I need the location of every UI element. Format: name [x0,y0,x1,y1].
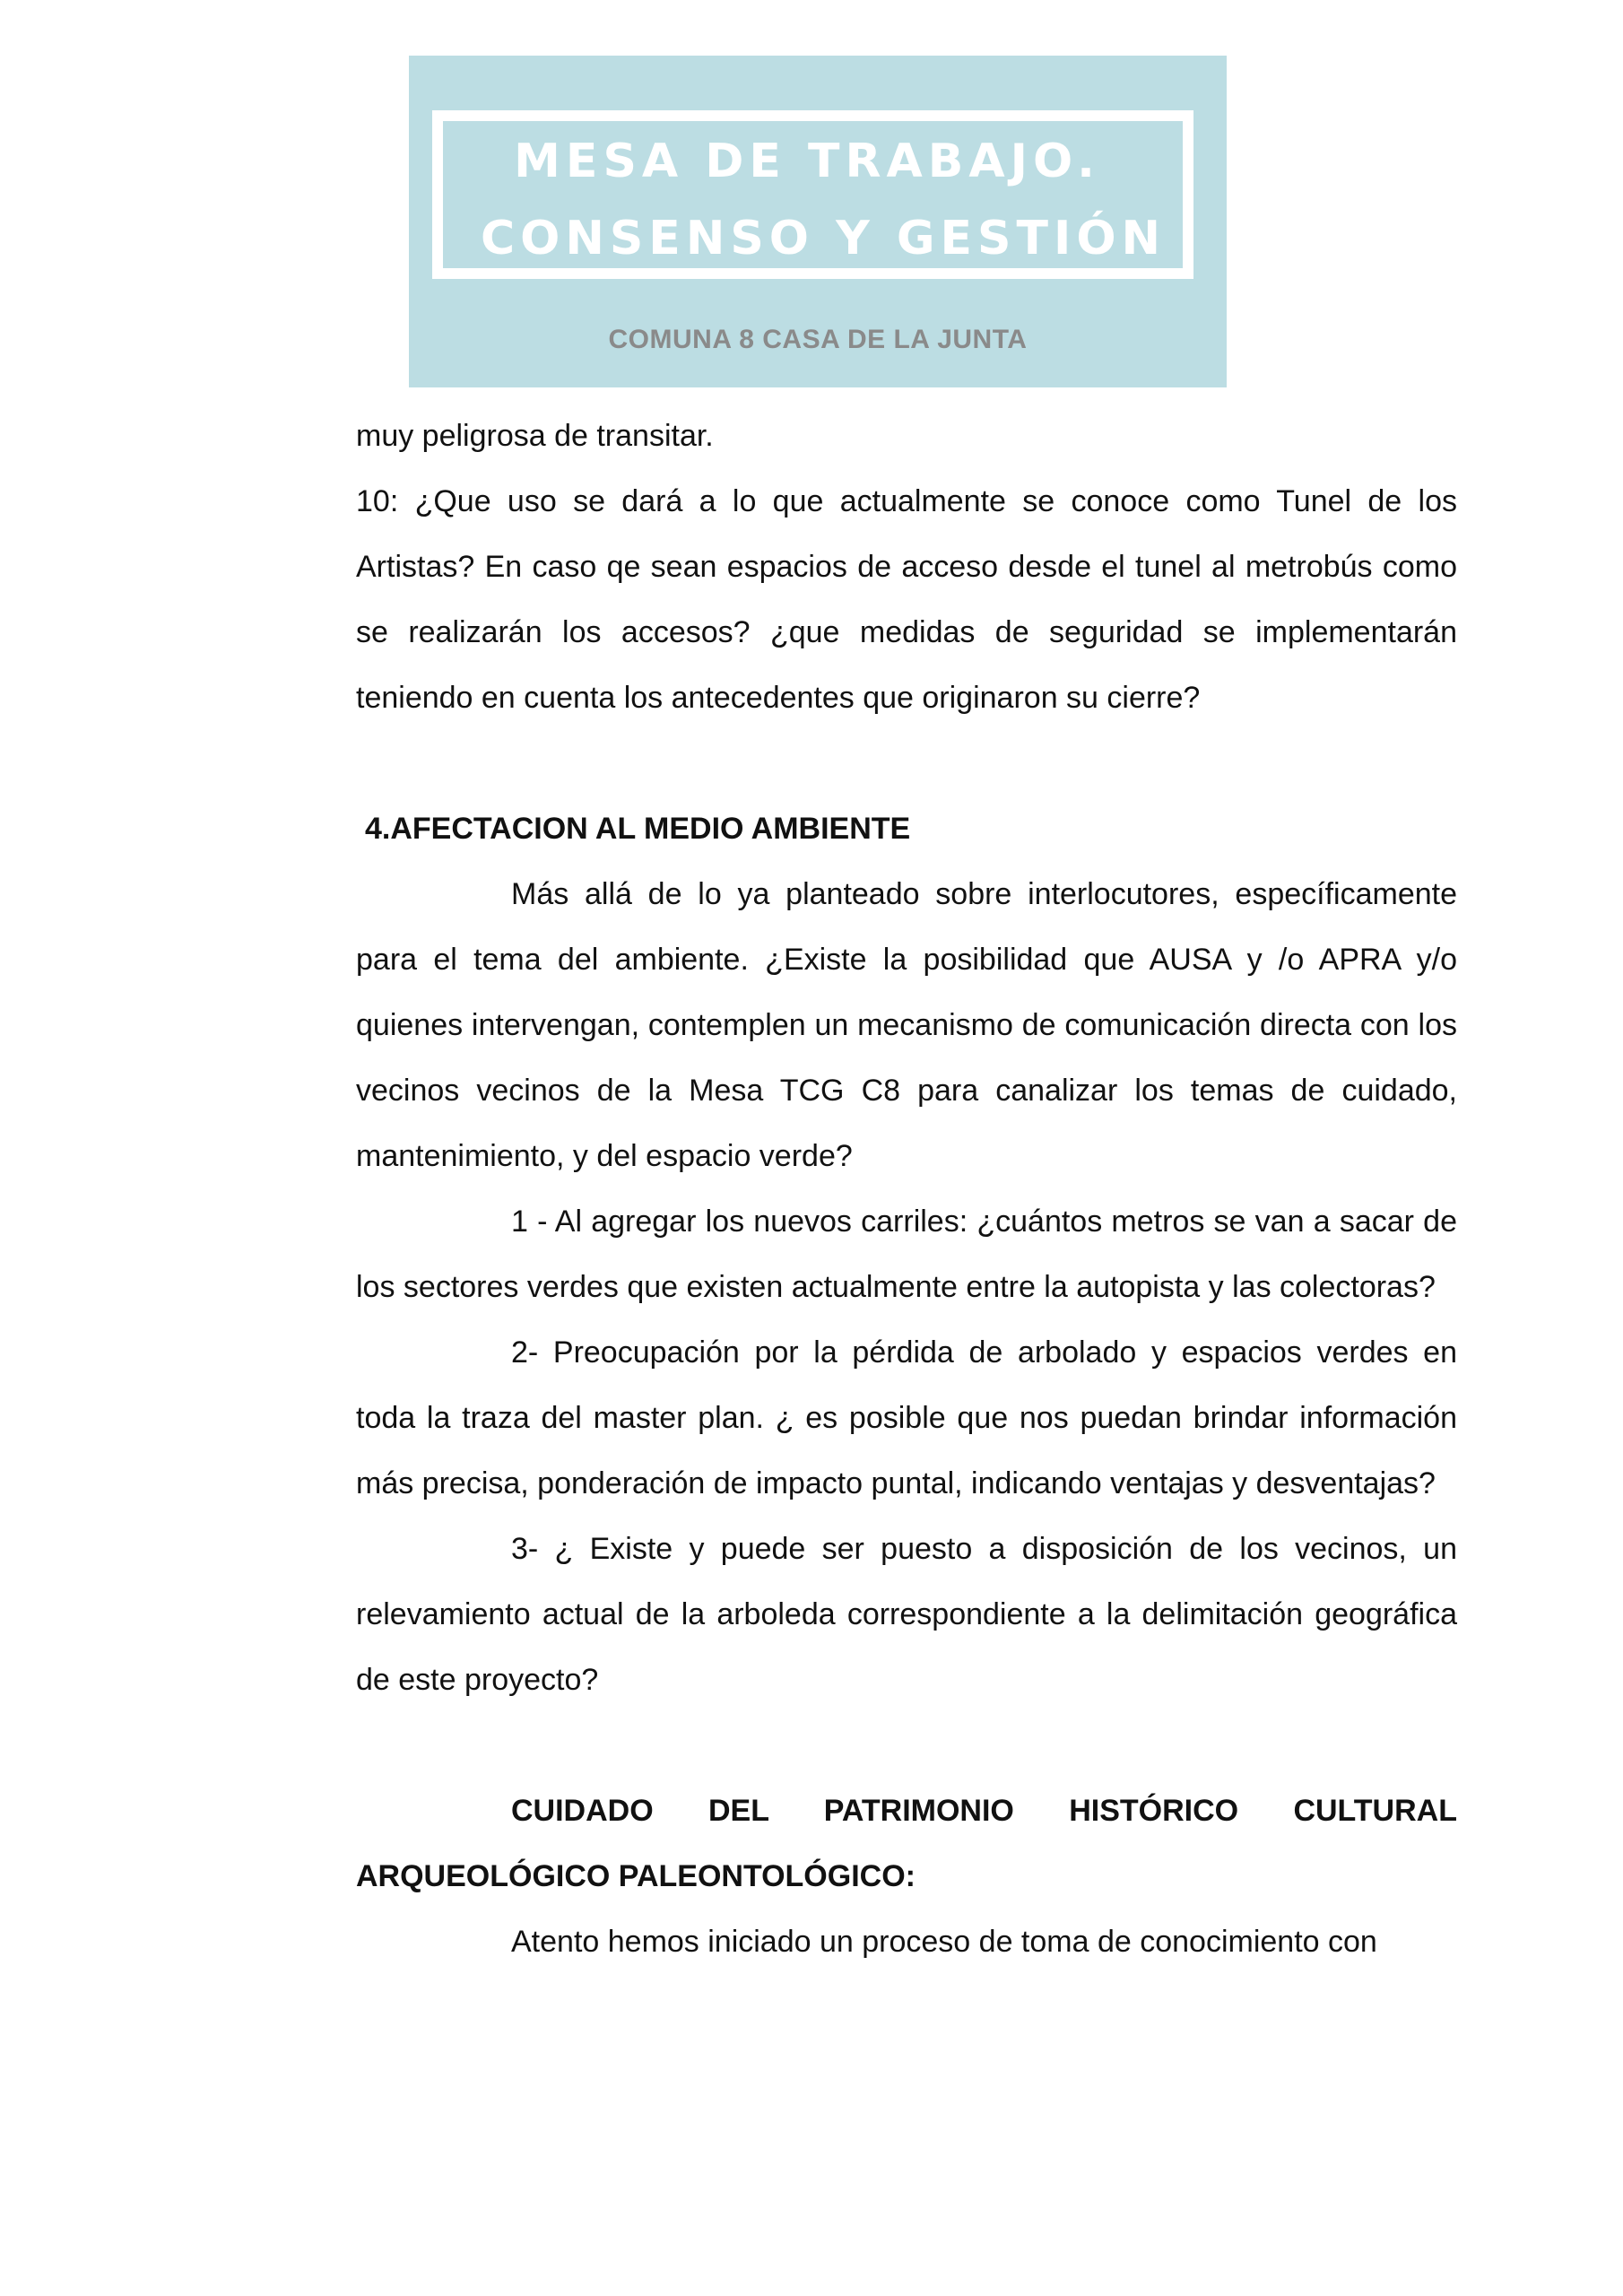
list-item-1: 1 - Al agregar los nuevos carriles: ¿cuántos metros se van a sacar de los sectores verdes que existen actualmente entre la autopista y las colectoras? [356,1205,1457,1304]
paragraph-patrimonio-intro: Atento hemos iniciado un proceso de toma de conocimiento con [511,1925,1377,1959]
list-item-3: 3- ¿ Existe y puede ser puesto a disposición de los vecinos, un relevamiento actual de la arboleda correspondiente a la delimitación geográfica de este proyecto? [356,1532,1457,1697]
paragraph-medio-ambiente-intro: Más allá de lo ya planteado sobre interlocutores, específicamente para el tema del ambiente. ¿Existe la posibilidad que AUSA y /o APRA y/o quienes intervengan, contemplen un mecanismo de comunicación directa con los vecinos vecinos de la Mesa TCG C8 para canalizar los temas de cuidado, mantenimiento, y del espacio verde? [356,877,1457,1173]
spacer [356,1713,1457,1779]
banner-title-line-2: CONSENSO Y GESTIÓN [480,212,1167,265]
document-body [356,404,1457,1975]
paragraph-continuation: muy peligrosa de transitar. [356,419,714,453]
section-heading-patrimonio: CUIDADO DEL PATRIMONIO HISTÓRICO CULTURAL ARQUEOLÓGICO PALEONTOLÓGICO: [356,1794,1457,1893]
list-item-2: 2- Preocupación por la pérdida de arbolado y espacios verdes en toda la traza del master plan. ¿ es posible que nos puedan brindar información más precisa, ponderación de impacto puntal, indicando ventajas y desventajas? [356,1335,1457,1500]
spacer [356,731,1457,796]
banner-title-line-1: MESA DE TRABAJO. [514,135,1100,188]
section-heading-medio-ambiente: 4.AFECTACION AL MEDIO AMBIENTE [365,812,911,846]
banner-subtitle: COMUNA 8 CASA DE LA JUNTA [608,325,1028,354]
header-banner [409,56,1227,387]
paragraph-question-10: 10: ¿Que uso se dará a lo que actualmente se conoce como Tunel de los Artistas? En caso qe sean espacios de acceso desde el tunel al metrobús como se realizarán los accesos? ¿que medidas de seguridad se implementarán teniendo en cuenta los antecedentes que originaron su cierre? [356,484,1457,715]
